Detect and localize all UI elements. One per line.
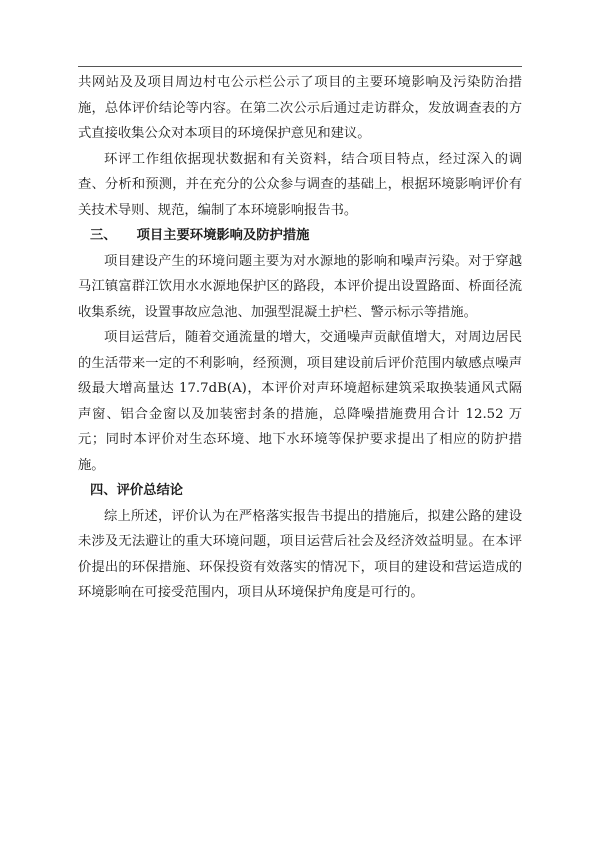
paragraph-public-notice: 共网站及及项目周边村屯公示栏公示了项目的主要环境影响及污染防治措施，总体评价结论等内容。在第二次公示后通过走访群众，发放调查表的方式直接收集公众对本项目的环境保护意见和建议。: [78, 75, 522, 141]
section-title: 项目主要环境影响及防护措施: [136, 228, 310, 243]
section-number: 三、: [90, 228, 117, 243]
section-heading-impacts: [78, 223, 522, 249]
paragraph-noise: 项目运营后，随着交通流量的增大，交通噪声贡献值增大，对周边居民的生活带来一定的不利影响，经预测，项目建设前后评价范围内敏感点噪声级最大增高量达 17.7dB(A)，本评价对声环境超标建筑采取换装通风式隔声窗、铝合金窗以及加装密封条的措施，总降噪措施费用合计 12.52 万元；同时本评价对生态环境、地下水环境等保护要求提出了相应的防护措施。: [78, 330, 522, 473]
paragraph-conclusion: 综上所述，评价认为在严格落实报告书提出的措施后，拟建公路的建设未涉及无法避让的重大环境问题，项目运营后社会及经济效益明显。在本评价提出的环保措施、环保投资有效落实的情况下，项目的建设和营运造成的环境影响在可接受范围内，项目从环境保护角度是可行的。: [78, 508, 522, 600]
paragraph-report-preparation: 环评工作组依据现状数据和有关资料，结合项目特点，经过深入的调查、分析和预测，并在充分的公众参与调查的基础上，根据环境影响评价有关技术导则、规范，编制了本环境影响报告书。: [78, 151, 522, 218]
section-heading-conclusion: 四、评价总结论: [90, 483, 184, 498]
document-body: [78, 70, 522, 606]
header-rule: [78, 66, 522, 67]
paragraph-water-source: 项目建设产生的环境问题主要为对水源地的影响和噪声污染。对于穿越马江镇富群江饮用水水源地保护区的路段，本评价提出设置路面、桥面径流收集系统，设置事故应急池、加强型混凝土护栏、警示标示等措施。: [78, 253, 522, 320]
